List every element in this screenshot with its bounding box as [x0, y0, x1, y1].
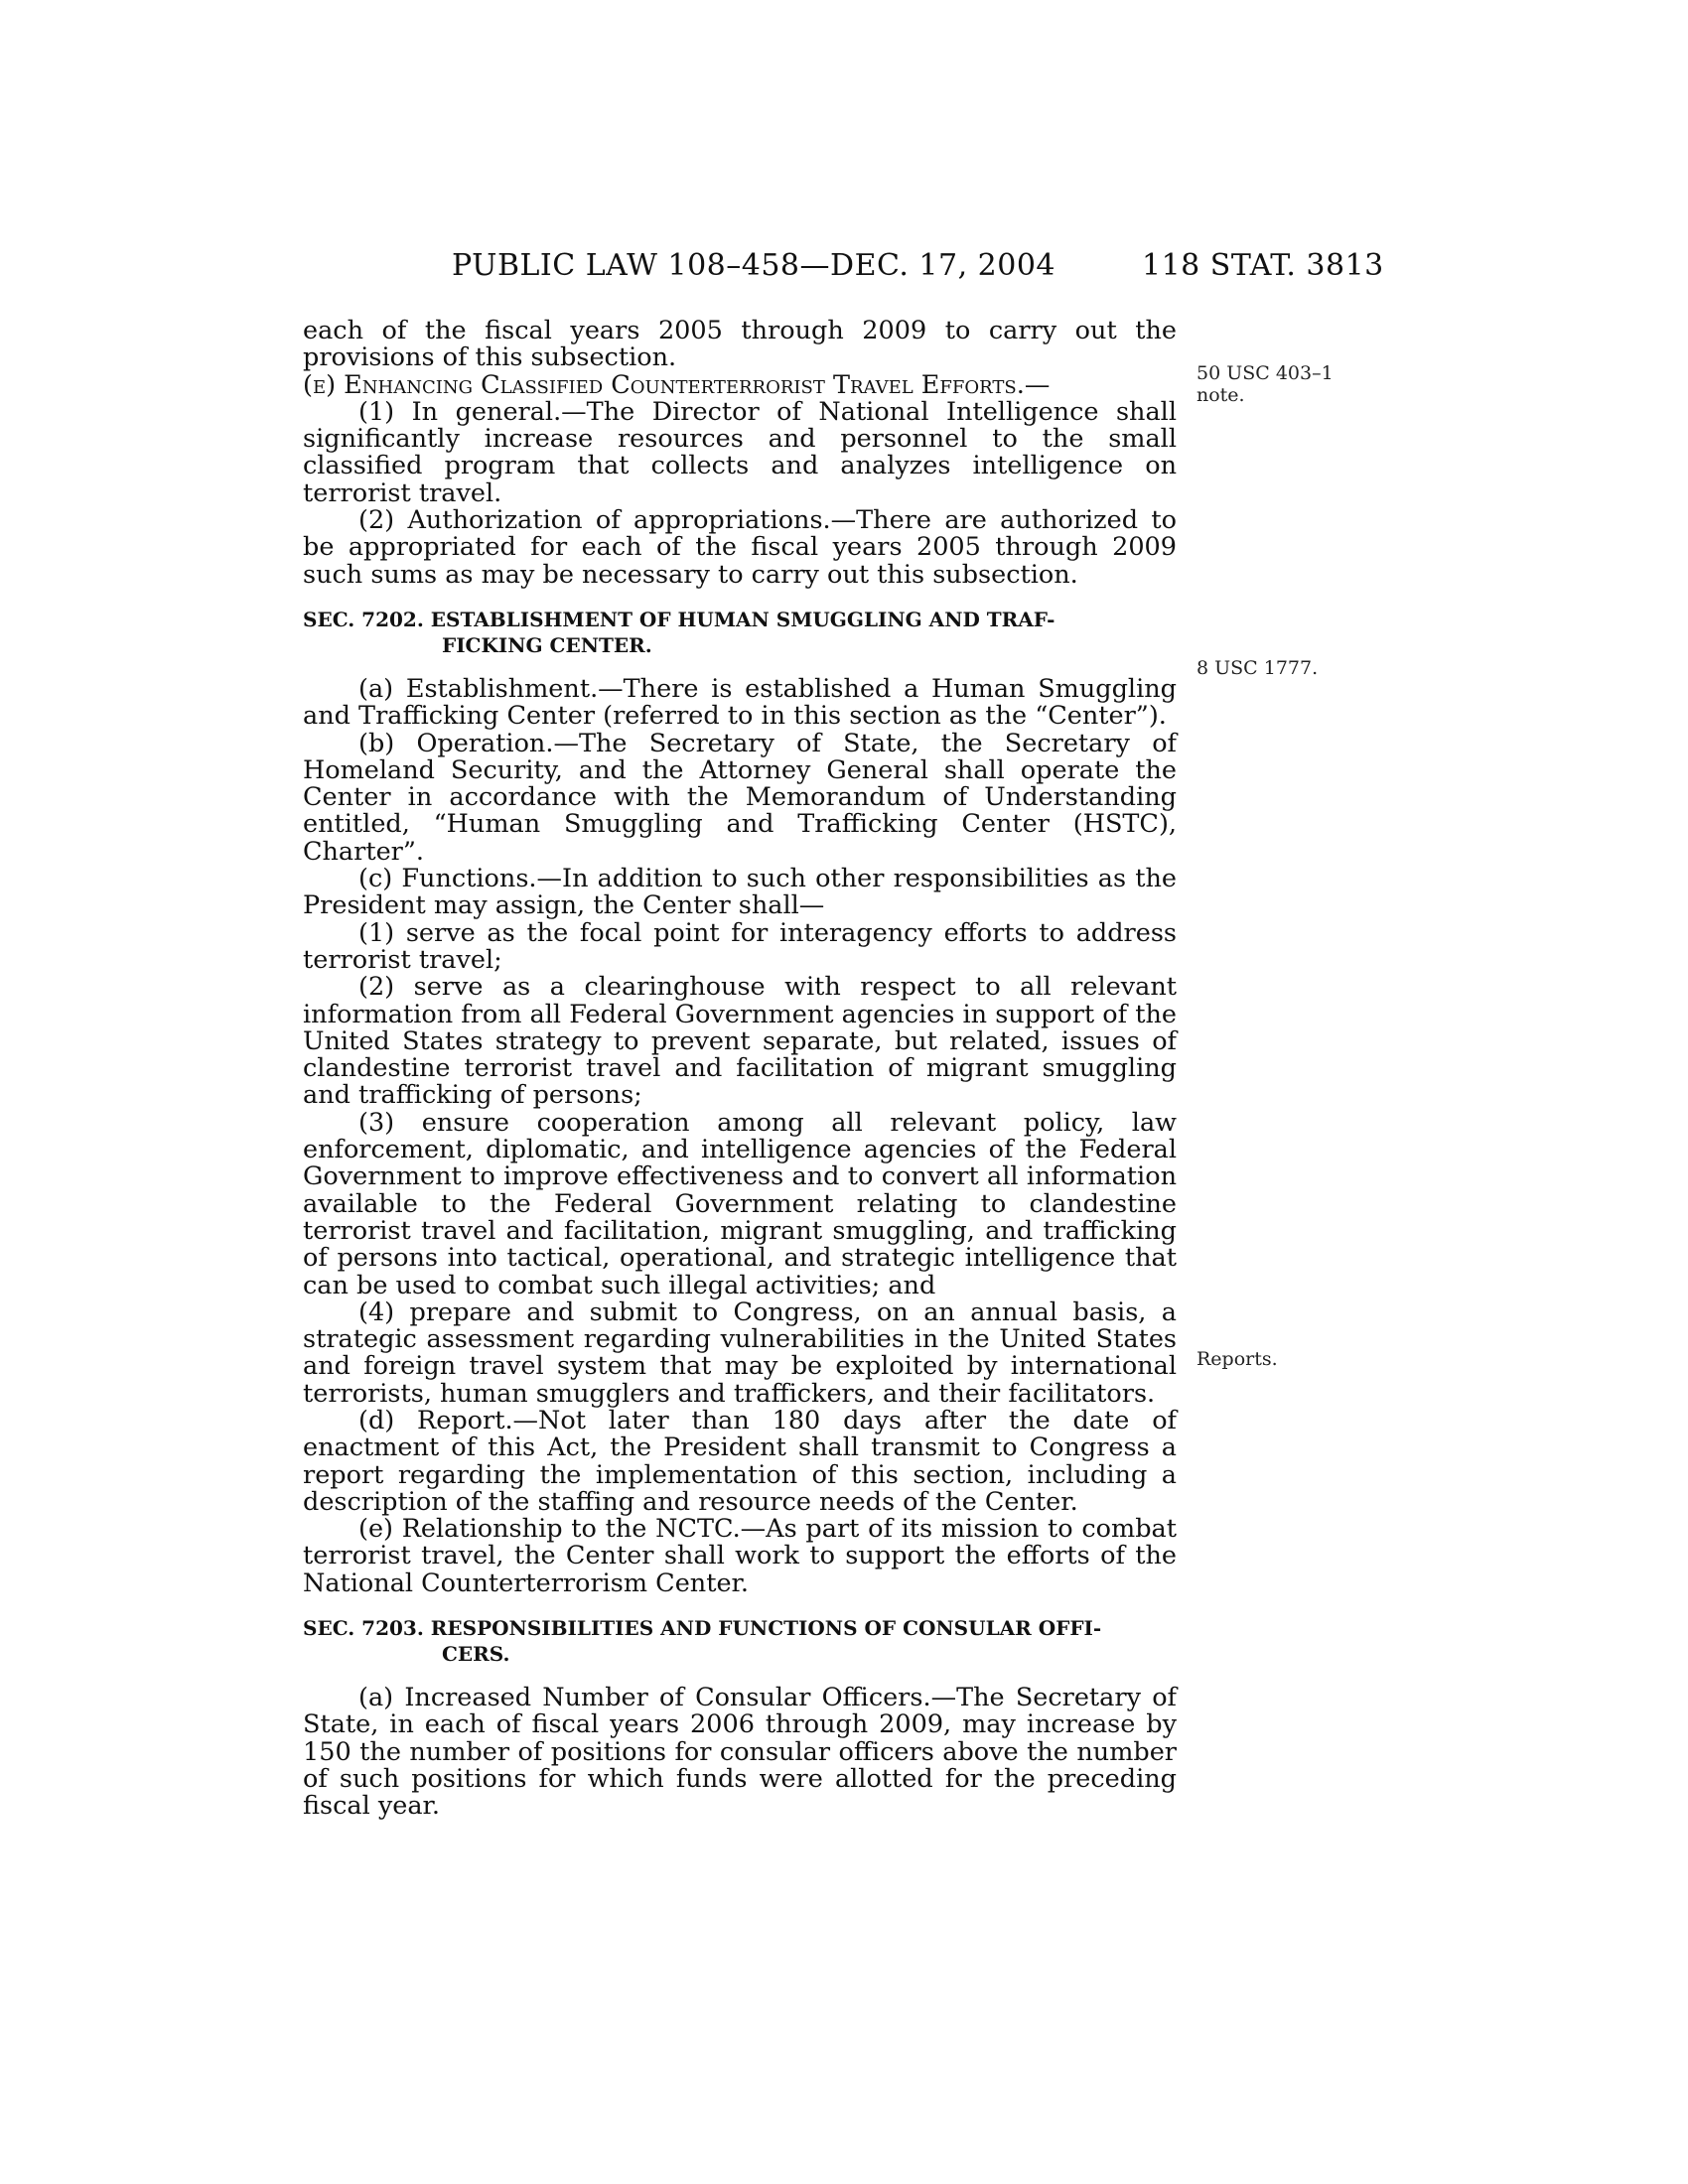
section-heading-line: SEC. 7203. RESPONSIBILITIES AND FUNCTIONS OF CONSULAR OFFI- [303, 1616, 1102, 1641]
paragraph-c3: (3) ensure cooperation among all relevant policy, law enforcement, diplomatic, and intelligence agencies of the Federal Government to improve effectiveness and to convert all information available to the Federal Government relating to clandestine terrorist travel and facilitation, migrant smuggling, and trafficking of persons into tactical, operational, and strategic intelligence that can be used to combat such illegal activities; and [303, 1107, 1177, 1300]
section-heading-line: SEC. 7202. ESTABLISHMENT OF HUMAN SMUGGLING AND TRAF- [303, 607, 1055, 631]
paragraph-e2: (2) Authorization of appropriations.—There are authorized to be appropriated for each of the fiscal years 2005 through 2009 such sums as may be necessary to carry out this subsection. [303, 505, 1177, 590]
subsection-b: (b) Operation.—The Secretary of State, the Secretary of Homeland Security, and the Attorney General shall operate the Center in accordance with the Memorandum of Understanding entitled, “Human Smuggling and Trafficking Center (HSTC), Charter”. [303, 728, 1177, 867]
paragraph-c4: (4) prepare and submit to Congress, on an annual basis, a strategic assessment regarding vulnerabilities in the United States and foreign travel system that may be exploited by international terrorists, human smugglers and traffickers, and their facilitators. [303, 1297, 1177, 1409]
margin-note-usc-1777: 8 USC 1777. [1196, 657, 1319, 679]
paragraph-continuation: each of the fiscal years 2005 through 2009 to carry out the provisions of this subsection. [303, 316, 1177, 373]
subsection-a-consular: (a) Increased Number of Consular Officers.—The Secretary of State, in each of fiscal years 2006 through 2009, may increase by 150 the number of positions for consular officers above the number of such positions for which funds were allotted for the preceding fiscal year. [303, 1683, 1177, 1822]
section-heading-line: CERS. [442, 1642, 510, 1667]
subsection-a: (a) Establishment.—There is established a Human Smuggling and Trafficking Center (referred to in this section as the “Center”). [303, 673, 1177, 732]
page-header [0, 248, 1688, 288]
paragraph-c1: (1) serve as the focal point for interagency efforts to address terrorist travel; [303, 917, 1177, 975]
subsection-d: (d) Report.—Not later than 180 days after the date of enactment of this Act, the President shall transmit to Congress a report regarding the implementation of this section, including a description of the staffing and resource needs of the Center. [303, 1405, 1177, 1517]
document-body [303, 318, 1177, 1821]
margin-note-line: note. [1196, 384, 1245, 406]
section-7203-heading [303, 1615, 1177, 1667]
page-number: 118 STAT. 3813 [1142, 248, 1384, 283]
running-title: PUBLIC LAW 108–458—DEC. 17, 2004 [452, 248, 1056, 283]
subsection-e-heading: (e) Enhancing Classified Counterterrorist Travel Efforts.— [303, 369, 1051, 400]
paragraph-e1: (1) In general.—The Director of National Intelligence shall significantly increase resources and personnel to the small classified program that collects and analyzes intelligence on terrorist travel. [303, 396, 1177, 508]
subsection-c: (c) Functions.—In addition to such other responsibilities as the President may assign, the Center shall— [303, 864, 1177, 921]
margin-note-reports: Reports. [1196, 1348, 1278, 1370]
paragraph-c2: (2) serve as a clearinghouse with respect to all relevant information from all Federal Government agencies in support of the United States strategy to prevent separate, but related, issues of clandestine terrorist travel and facilitation of migrant smuggling and trafficking of persons; [303, 972, 1177, 1111]
section-heading-line: FICKING CENTER. [442, 632, 652, 657]
subsection-e: (e) Relationship to the NCTC.—As part of its mission to combat terrorist travel, the Center shall work to support the efforts of the National Counterterrorism Center. [303, 1514, 1177, 1598]
margin-note-usc-403 [1196, 362, 1334, 406]
section-7202-heading [303, 607, 1177, 658]
margin-note-line: 50 USC 403–1 [1196, 362, 1334, 384]
